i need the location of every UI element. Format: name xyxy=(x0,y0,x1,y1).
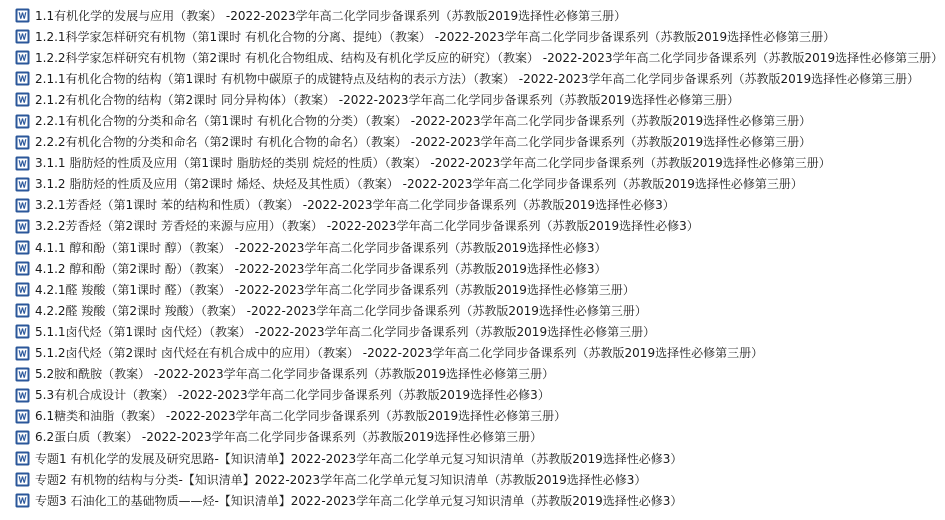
file-name: 6.1糖类和油脂（教案） -2022-2023学年高二化学同步备课系列（苏教版2019选择性必修第三册） xyxy=(35,409,567,424)
word-document-icon xyxy=(15,388,30,403)
word-document-icon xyxy=(15,135,30,150)
file-list-item[interactable] xyxy=(0,132,812,153)
file-list-item[interactable] xyxy=(0,427,687,448)
word-document-icon xyxy=(15,198,30,213)
word-document-icon xyxy=(15,303,30,318)
file-name: 5.2胺和酰胺（教案） -2022-2023学年高二化学同步备课系列（苏教版2019选择性必修第三册） xyxy=(35,367,555,382)
file-name: 3.2.2芳香烃（第2课时 芳香烃的来源与应用）（教案） -2022-2023学年高二化学同步备课系列（苏教版2019选择性必修3） xyxy=(35,219,699,234)
file-list-item[interactable] xyxy=(0,300,687,321)
word-document-icon xyxy=(15,451,30,466)
file-list-item[interactable] xyxy=(0,406,687,427)
file-name: 1.2.2科学家怎样研究有机物（第2课时 有机化合物组成、结构及有机化学反应的研究）（教案） -2022-2023学年高二化学同步备课系列（苏教版2019选择性必修第三册） xyxy=(35,50,944,65)
word-document-icon xyxy=(15,367,30,382)
file-name: 4.1.1 醇和酚（第1课时 醇）（教案） -2022-2023学年高二化学同步备课系列（苏教版2019选择性必修3） xyxy=(35,240,607,255)
file-list-item[interactable] xyxy=(0,68,920,89)
file-list-item[interactable] xyxy=(0,47,944,68)
file-list-item[interactable] xyxy=(0,26,836,47)
file-name: 3.1.2 脂肪烃的性质及应用（第2课时 烯烃、炔烃及其性质）（教案） -2022-2023学年高二化学同步备课系列（苏教版2019选择性必修第三册） xyxy=(35,177,803,192)
file-list-item[interactable] xyxy=(0,237,687,258)
word-document-icon xyxy=(15,92,30,107)
file-name: 2.1.1有机化合物的结构（第1课时 有机物中碳原子的成键特点及结构的表示方法）（教案） -2022-2023学年高二化学同步备课系列（苏教版2019选择性必修第三册） xyxy=(35,71,920,86)
file-name: 4.2.1醛 羧酸（第1课时 醛）（教案） -2022-2023学年高二化学同步备课系列（苏教版2019选择性必修第三册） xyxy=(35,282,635,297)
file-name: 专题3 石油化工的基础物质——烃-【知识清单】2022-2023学年高二化学单元复习知识清单（苏教版2019选择性必修3） xyxy=(35,493,683,508)
word-document-icon xyxy=(15,409,30,424)
file-name: 2.2.2有机化合物的分类和命名（第2课时 有机化合物的命名）（教案） -2022-2023学年高二化学同步备课系列（苏教版2019选择性必修第三册） xyxy=(35,135,812,150)
file-name: 5.1.1卤代烃（第1课时 卤代烃）（教案） -2022-2023学年高二化学同步备课系列（苏教版2019选择性必修第三册） xyxy=(35,324,656,339)
file-list-item[interactable] xyxy=(0,258,687,279)
word-document-icon xyxy=(15,430,30,445)
word-document-icon xyxy=(15,114,30,129)
word-document-icon xyxy=(15,472,30,487)
word-document-icon xyxy=(15,493,30,508)
file-name: 2.2.1有机化合物的分类和命名（第1课时 有机化合物的分类）（教案） -2022-2023学年高二化学同步备课系列（苏教版2019选择性必修第三册） xyxy=(35,114,812,129)
file-list-item[interactable] xyxy=(0,195,687,216)
word-document-icon xyxy=(15,50,30,65)
file-list-item[interactable] xyxy=(0,89,740,110)
file-name: 专题2 有机物的结构与分类-【知识清单】2022-2023学年高二化学单元复习知识清单（苏教版2019选择性必修3） xyxy=(35,472,647,487)
file-list-item[interactable] xyxy=(0,279,687,300)
word-document-icon xyxy=(15,219,30,234)
file-list-item[interactable] xyxy=(0,448,687,469)
file-list-item[interactable] xyxy=(0,110,812,131)
word-document-icon xyxy=(15,156,30,171)
word-document-icon xyxy=(15,282,30,297)
file-list xyxy=(0,5,944,511)
word-document-icon xyxy=(15,240,30,255)
word-document-icon xyxy=(15,346,30,361)
word-document-icon xyxy=(15,324,30,339)
word-document-icon xyxy=(15,29,30,44)
file-name: 4.2.2醛 羧酸（第2课时 羧酸）（教案） -2022-2023学年高二化学同步备课系列（苏教版2019选择性必修第三册） xyxy=(35,303,647,318)
file-name: 4.1.2 醇和酚（第2课时 酚）（教案） -2022-2023学年高二化学同步备课系列（苏教版2019选择性必修3） xyxy=(35,261,607,276)
word-document-icon xyxy=(15,71,30,86)
file-list-item[interactable] xyxy=(0,343,764,364)
file-name: 6.2蛋白质（教案） -2022-2023学年高二化学同步备课系列（苏教版2019选择性必修第三册） xyxy=(35,430,543,445)
word-document-icon xyxy=(15,261,30,276)
word-document-icon xyxy=(15,8,30,23)
file-list-item[interactable] xyxy=(0,153,831,174)
file-name: 3.1.1 脂肪烃的性质及应用（第1课时 脂肪烃的类别 烷烃的性质）（教案） -2022-2023学年高二化学同步备课系列（苏教版2019选择性必修第三册） xyxy=(35,156,831,171)
file-list-item[interactable] xyxy=(0,385,687,406)
file-list-item[interactable] xyxy=(0,490,687,511)
file-name: 2.1.2有机化合物的结构（第2课时 同分异构体）（教案） -2022-2023学年高二化学同步备课系列（苏教版2019选择性必修第三册） xyxy=(35,92,740,107)
file-list-item[interactable] xyxy=(0,364,687,385)
file-list-item[interactable] xyxy=(0,469,687,490)
file-list-item[interactable] xyxy=(0,5,687,26)
file-name: 1.1有机化学的发展与应用（教案） -2022-2023学年高二化学同步备课系列（苏教版2019选择性必修第三册） xyxy=(35,8,627,23)
file-list-item[interactable] xyxy=(0,321,687,342)
word-document-icon xyxy=(15,177,30,192)
file-list-item[interactable] xyxy=(0,216,699,237)
file-name: 1.2.1科学家怎样研究有机物（第1课时 有机化合物的分离、提纯）（教案） -2022-2023学年高二化学同步备课系列（苏教版2019选择性必修第三册） xyxy=(35,29,836,44)
file-name: 5.1.2卤代烃（第2课时 卤代烃在有机合成中的应用）（教案） -2022-2023学年高二化学同步备课系列（苏教版2019选择性必修第三册） xyxy=(35,346,764,361)
file-list-item[interactable] xyxy=(0,174,803,195)
file-name: 5.3有机合成设计（教案） -2022-2023学年高二化学同步备课系列（苏教版2019选择性必修3） xyxy=(35,388,550,403)
file-name: 专题1 有机化学的发展及研究思路-【知识清单】2022-2023学年高二化学单元复习知识清单（苏教版2019选择性必修3） xyxy=(35,451,683,466)
file-name: 3.2.1芳香烃（第1课时 苯的结构和性质）（教案） -2022-2023学年高二化学同步备课系列（苏教版2019选择性必修3） xyxy=(35,198,675,213)
